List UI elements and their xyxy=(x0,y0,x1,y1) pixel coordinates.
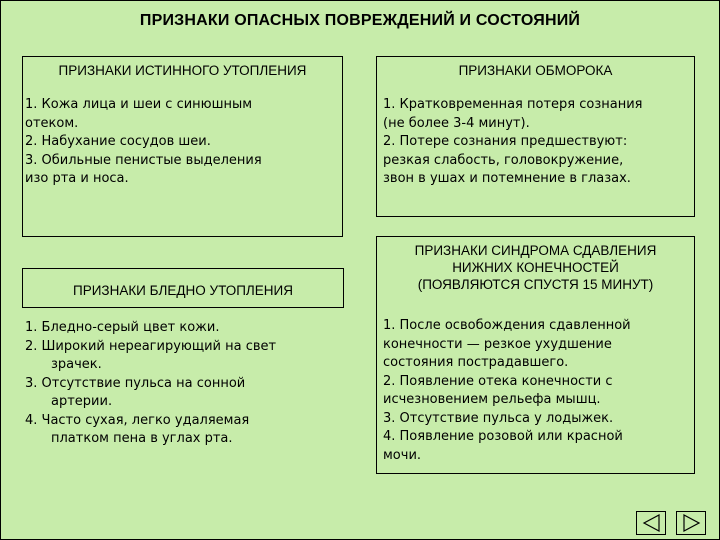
fainting-list xyxy=(383,96,642,189)
list-item: резкая слабость, головокружение, xyxy=(383,152,624,168)
page-title: ПРИЗНАКИ ОПАСНЫХ ПОВРЕЖДЕНИЙ И СОСТОЯНИЙ xyxy=(139,12,581,29)
list-item: (не более 3-4 минут). xyxy=(383,115,530,131)
triangle-left-icon xyxy=(637,512,665,534)
list-item: конечности — резкое ухудшение xyxy=(383,336,612,352)
list-item: 3. Обильные пенистые выделения xyxy=(25,152,262,168)
drowning-true-header: ПРИЗНАКИ ИСТИННОГО УТОПЛЕНИЯ xyxy=(58,63,307,78)
list-item: отеком. xyxy=(25,115,79,131)
list-item: артерии. xyxy=(51,394,113,409)
list-item: 1. Кратковременная потеря сознания xyxy=(383,97,643,112)
list-item: 1. После освобождения сдавленной xyxy=(383,318,631,333)
crush-header-line: НИЖНИХ КОНЕЧНОСТЕЙ xyxy=(452,260,619,275)
list-item: 4. Часто сухая, легко удаляемая xyxy=(25,412,250,428)
list-item: 1. Кожа лица и шеи с синюшным xyxy=(25,97,253,112)
list-item: 2. Набухание сосудов шеи. xyxy=(25,134,211,149)
fainting-header: ПРИЗНАКИ ОБМОРОКА xyxy=(458,63,613,78)
list-item: 2. Широкий нереагирующий на свет xyxy=(25,338,277,354)
prev-slide-button[interactable] xyxy=(636,511,666,535)
drowning-pale-header: ПРИЗНАКИ БЛЕДНО УТОПЛЕНИЯ xyxy=(73,283,293,298)
list-item: мочи. xyxy=(383,447,422,463)
next-slide-button[interactable] xyxy=(676,511,706,535)
list-item: зрачек. xyxy=(51,357,102,372)
crush-header-line: (ПОЯВЛЯЮТСЯ СПУСТЯ 15 МИНУТ) xyxy=(417,277,654,292)
list-item: исчезновением рельефа мышц. xyxy=(383,392,601,407)
drowning-true-list xyxy=(25,96,262,189)
crush-header xyxy=(376,242,695,293)
list-item: звон в ушах и потемнение в глазах. xyxy=(383,171,631,186)
drowning-pale-list xyxy=(25,319,276,449)
list-item: платком пена в углах рта. xyxy=(51,431,233,446)
list-item: 3. Отсутствие пульса на сонной xyxy=(25,375,246,391)
crush-header-line: ПРИЗНАКИ СИНДРОМА СДАВЛЕНИЯ xyxy=(414,243,657,258)
list-item: 1. Бледно-серый цвет кожи. xyxy=(25,320,220,335)
crush-list xyxy=(383,317,631,465)
list-item: 2. Появление отека конечности с xyxy=(383,373,613,389)
list-item: 4. Появление розовой или красной xyxy=(383,429,623,444)
triangle-right-icon xyxy=(677,512,705,534)
list-item: 3. Отсутствие пульса у лодыжек. xyxy=(383,410,614,426)
list-item: 2. Потере сознания предшествуют: xyxy=(383,134,628,149)
list-item: изо рта и носа. xyxy=(25,171,129,186)
list-item: состояния пострадавшего. xyxy=(383,355,569,370)
